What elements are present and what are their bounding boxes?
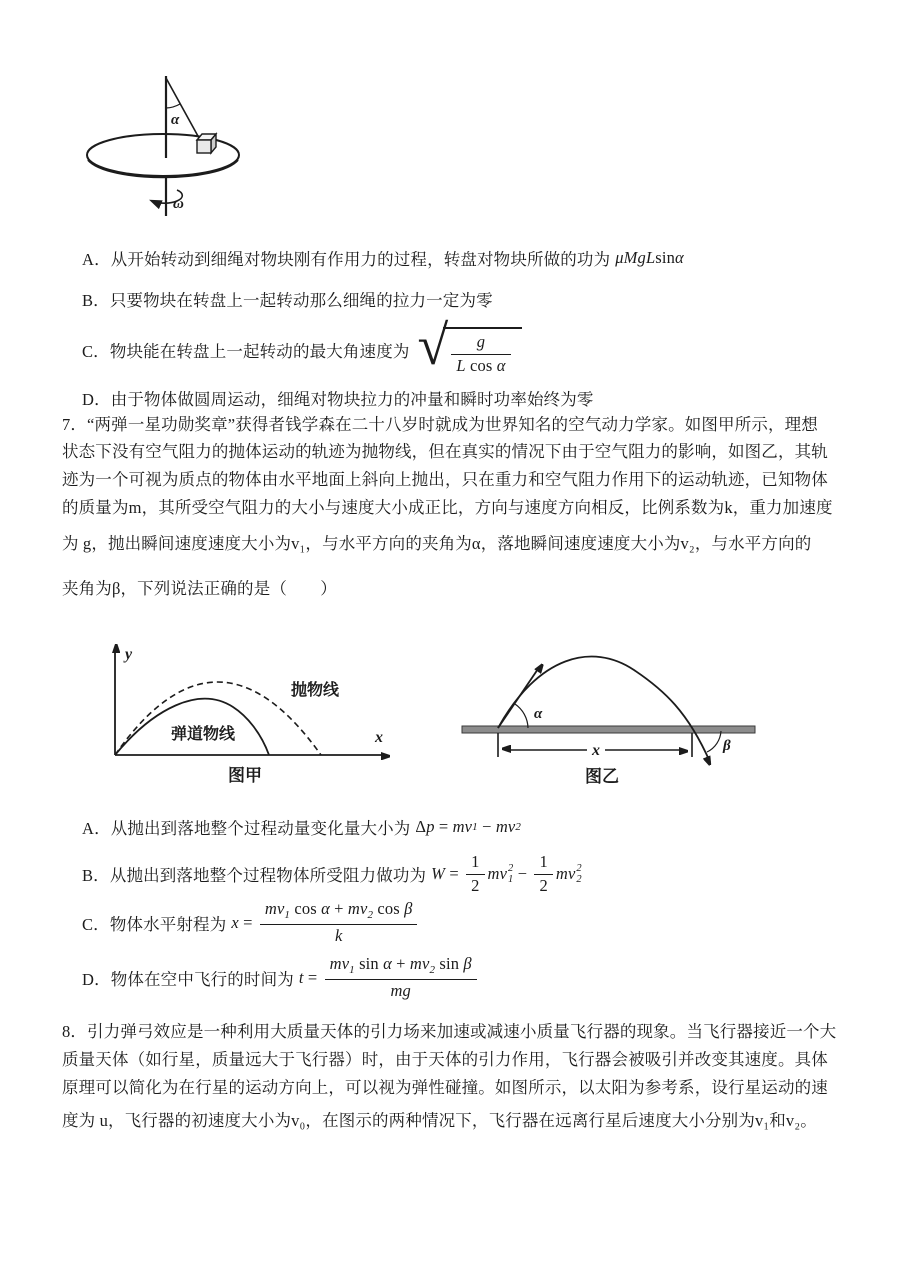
q7-option-a xyxy=(82,812,521,842)
option-letter: A． xyxy=(82,819,111,838)
q7-stem-line: 7．“两弹一星功勋奖章”获得者钱学森在二十八岁时就成为世界知名的空气动力学家。如图甲所示，理想 xyxy=(62,415,818,434)
q6-figure-rotating-disc xyxy=(80,70,255,220)
option-letter: C． xyxy=(82,342,110,361)
q6-option-d xyxy=(82,386,594,410)
q7-stem-line: 的质量为m，其所受空气阻力的大小与速度大小成正比，方向与速度方向相反，比例系数为k，重力加速度 xyxy=(62,498,833,517)
alpha-label: α xyxy=(171,112,180,128)
option-letter: A． xyxy=(82,250,111,269)
q8-stem-line: 度为 u，飞行器的初速度大小为v₀，在图示的两种情况下，飞行器在远离行星后速度大小分别为v₁和v₂。 xyxy=(62,1111,817,1130)
alpha-label: α xyxy=(534,706,543,722)
option-text: 物体水平射程为 xyxy=(109,915,227,934)
q7-stem-line: 迹为一个可视为质点的物体由水平地面上斜向上抛出，只在重力和空气阻力作用下的运动轨迹，已知物体 xyxy=(62,470,828,489)
option-text: 从抛出到落地整个过程物体所受阻力做功为 xyxy=(109,866,427,885)
figure-yi-caption: 图乙 xyxy=(585,767,619,786)
omega-label: ω xyxy=(173,196,184,212)
q7-stem-line: 状态下没有空气阻力的抛体运动的轨迹为抛物线，但在真实的情况下由于空气阻力的影响，如图乙，其轨 xyxy=(62,442,828,461)
beta-arc xyxy=(707,731,721,752)
q7-stem-line: 为 g，抛出瞬间速度速度大小为v₁，与水平方向的夹角为α，落地瞬间速度速度大小为v₂，与水平方向的 xyxy=(62,534,812,553)
x-axis-label: x xyxy=(375,729,383,746)
figure-jia-caption: 图甲 xyxy=(228,766,262,785)
option-text: 由于物体做圆周运动，细绳对物块拉力的冲量和瞬时功率始终为零 xyxy=(110,390,594,409)
option-formula: √ $\frac{g}{\text{L cos α}}$ xyxy=(415,322,522,378)
alpha-arc xyxy=(515,704,528,728)
option-text: 物体在空中飞行的时间为 xyxy=(110,970,294,989)
parabola-label: 抛物线 xyxy=(291,682,340,699)
block-cube xyxy=(197,134,216,153)
beta-label: β xyxy=(723,738,731,754)
range-label: x xyxy=(592,742,600,759)
q8-stem-line: 8．引力弹弓效应是一种利用大质量天体的引力场来加速或减速小质量飞行器的现象。当飞行器接近一个大 xyxy=(62,1022,837,1041)
y-axis-label: y xyxy=(125,646,133,663)
option-text: 只要物块在转盘上一起转动那么细绳的拉力一定为零 xyxy=(109,291,493,310)
option-text: 物块能在转盘上一起转动的最大角速度为 xyxy=(109,342,410,361)
q7-figure-jia xyxy=(95,635,405,787)
q6-option-c xyxy=(82,315,522,380)
option-letter: C． xyxy=(82,915,110,934)
q6-option-a xyxy=(82,246,684,270)
option-text: 从开始转动到细绳对物块刚有作用力的过程，转盘对物块所做的功为 xyxy=(110,250,611,269)
q7-option-d xyxy=(82,952,480,1004)
option-letter: D． xyxy=(82,390,111,409)
option-letter: B． xyxy=(82,291,110,310)
q8-stem-line: 原理可以简化为在行星的运动方向上，可以视为弹性碰撞。如图所示，以太阳为参考系，设行星运动的速 xyxy=(62,1078,828,1097)
q7-option-c xyxy=(82,897,420,949)
option-formula: W = $\frac{1}{2}$ mv 2 1 − $\frac{1}{2}$ mv 2 2 xyxy=(431,851,582,895)
option-formula: μMgL sin α xyxy=(615,248,684,267)
option-formula: t = $\frac{mv_1 \sin \alpha + mv_2 \sin \beta}{mg}$ xyxy=(299,955,480,1001)
option-formula: x = $\frac{mv_1 \cos \alpha + mv_2 \cos \beta}{k}$ xyxy=(231,900,420,946)
q8-stem-line: 质量天体（如行星，质量远大于飞行器）时，由于天体的引力作用，飞行器会被吸引并改变其速度。具体 xyxy=(62,1050,828,1069)
q6-option-b xyxy=(82,287,493,311)
ballistic-label: 弹道物线 xyxy=(171,726,236,743)
q7-option-b xyxy=(82,846,582,902)
option-letter: B． xyxy=(82,866,110,885)
option-text: 从抛出到落地整个过程动量变化量大小为 xyxy=(110,819,411,838)
q7-stem-line: 夹角为β，下列说法正确的是（ ） xyxy=(62,579,337,598)
option-formula: Δ p = mv 1 − mv 2 xyxy=(415,817,522,836)
q7-figure-yi xyxy=(450,640,770,787)
option-letter: D． xyxy=(82,970,111,989)
ground-bar xyxy=(462,726,755,733)
alpha-arc xyxy=(166,104,180,108)
